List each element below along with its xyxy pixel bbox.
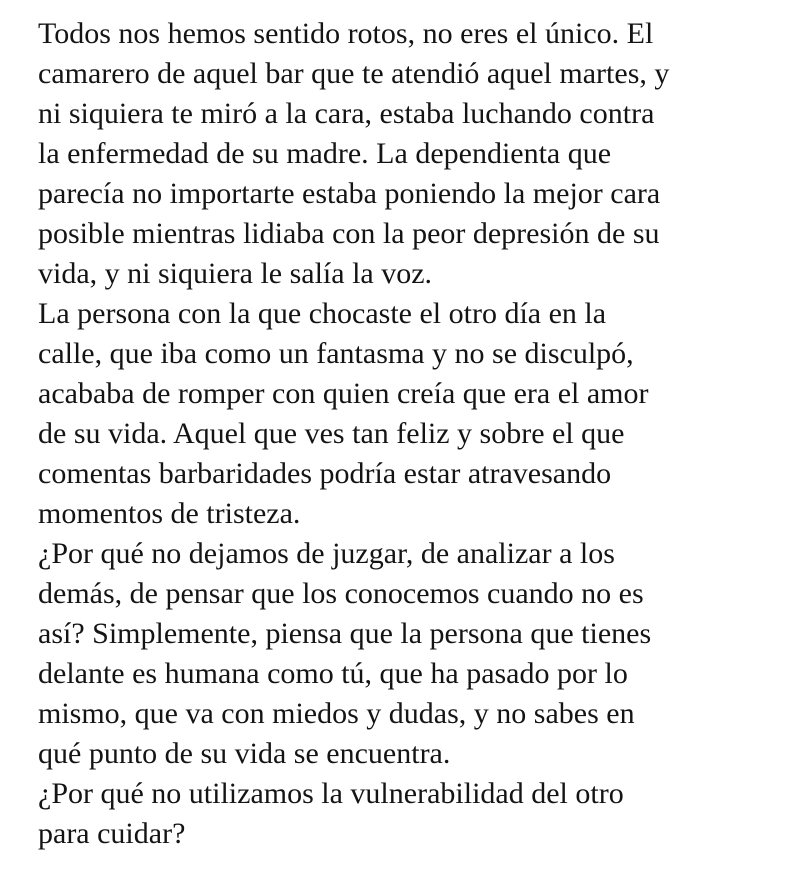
- text-line: momentos de tristeza.: [38, 497, 301, 530]
- text-line: acababa de romper con quien creía que era el amor: [38, 377, 649, 410]
- text-line: posible mientras lidiaba con la peor depresión de su: [38, 217, 660, 250]
- text-line: delante es humana como tú, que ha pasado por lo: [38, 657, 628, 690]
- text-line: La persona con la que chocaste el otro día en la: [38, 297, 607, 330]
- text-line: calle, que iba como un fantasma y no se disculpó,: [38, 337, 634, 370]
- text-line: camarero de aquel bar que te atendió aquel martes, y: [38, 57, 670, 90]
- text-line: ni siquiera te miró a la cara, estaba luchando contra: [38, 97, 655, 130]
- text-line: vida, y ni siquiera le salía la voz.: [38, 257, 433, 290]
- text-line: Todos nos hemos sentido rotos, no eres el único. El: [38, 17, 654, 50]
- text-line: parecía no importarte estaba poniendo la mejor cara: [38, 177, 661, 210]
- text-line: mismo, que va con miedos y dudas, y no sabes en: [38, 697, 635, 730]
- text-line: qué punto de su vida se encuentra.: [38, 737, 451, 770]
- text-line: ¿Por qué no dejamos de juzgar, de analizar a los: [38, 537, 615, 570]
- text-line: así? Simplemente, piensa que la persona que tienes: [38, 617, 652, 650]
- text-line: la enfermedad de su madre. La dependienta que: [38, 137, 612, 170]
- text-line: de su vida. Aquel que ves tan feliz y sobre el que: [38, 417, 625, 450]
- text-line: ¿Por qué no utilizamos la vulnerabilidad del otro: [38, 777, 624, 810]
- text-line: demás, de pensar que los conocemos cuando no es: [38, 577, 644, 610]
- text-line: para cuidar?: [38, 817, 186, 850]
- text-line: comentas barbaridades podría estar atravesando: [38, 457, 612, 490]
